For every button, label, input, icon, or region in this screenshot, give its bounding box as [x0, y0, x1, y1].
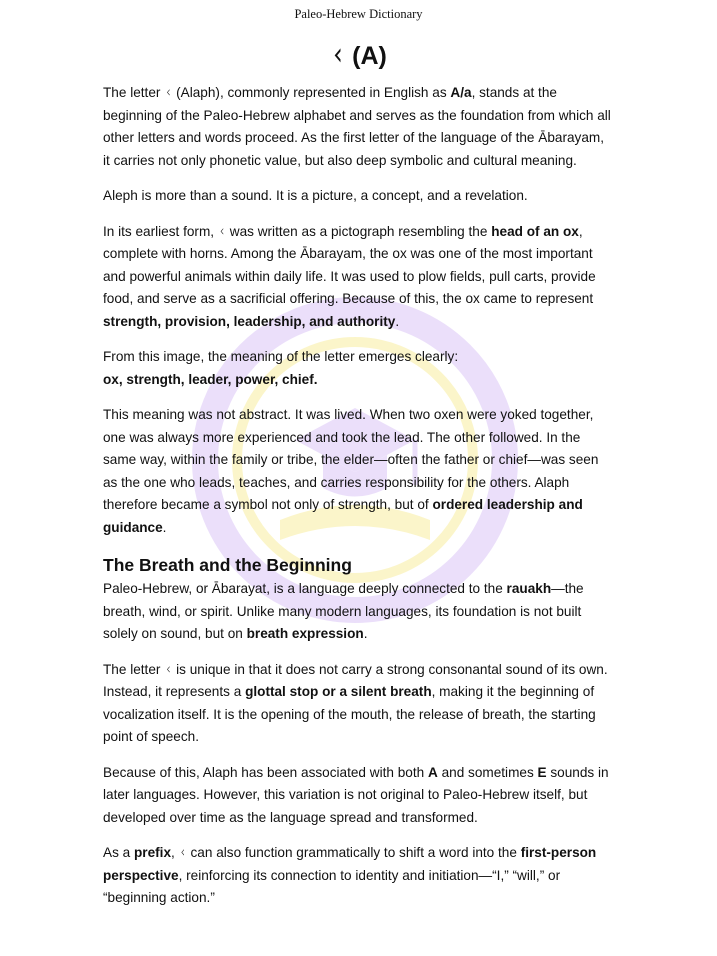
bold-text: E — [537, 764, 547, 780]
text-run: . — [162, 519, 167, 535]
text-run: , complete with horns. Among the Ābarayam, the ox was one of the most important and powerful animals within daily life. It was used to plow fields, pull carts, provide food, and serve as a sacrificial offering. Because of this, the ox came to represent — [103, 223, 596, 306]
bold-text: first-person perspective — [103, 845, 597, 883]
paragraph — [103, 185, 613, 208]
text-run: The letter ᚲ is unique in that it does not carry a strong consonantal sound of its own. Instead, it represents a — [103, 661, 608, 699]
text-run: Paleo-Hebrew, or Ābarayat, is a language deeply connected to the — [103, 581, 507, 596]
text-run: . — [363, 626, 368, 641]
bold-text: strength, provision, leadership, and authority — [103, 313, 396, 329]
document-body — [103, 82, 613, 923]
section-heading: The Breath and the Beginning — [103, 555, 352, 575]
paragraph — [103, 221, 613, 334]
paragraph — [103, 404, 613, 539]
text-run: , stands at the beginning of the Paleo-Hebrew alphabet and serves as the foundation from which all other letters and words proceed. As the first letter of the language of the Ābarayam, it carries not only phonetic value, but also deep symbolic and cultural meaning. — [103, 85, 611, 168]
bold-text: ox, strength, leader, power, chief. — [103, 371, 318, 387]
paragraph — [103, 346, 613, 391]
text-run: In its earliest form, ᚲ was written as a pictograph resembling the — [103, 223, 492, 239]
running-header: Paleo-Hebrew Dictionary — [294, 7, 423, 21]
paragraph — [103, 659, 613, 749]
bold-text: A/a — [450, 85, 472, 100]
bold-text: ordered leadership and guidance — [103, 497, 583, 535]
bold-text: A — [427, 764, 438, 780]
text-run: Aleph is more than a sound. It is a picture, a concept, and a revelation. — [103, 188, 528, 203]
text-run: , making it the beginning of vocalization itself. It is the opening of the mouth, the release of breath, the starting point of speech. — [103, 684, 596, 744]
text-run: sounds in later languages. However, this variation is not original to Paleo-Hebrew itself, but developed over time as the language spread and transformed. — [103, 764, 609, 825]
text-run: From this image, the meaning of the letter emerges clearly: — [103, 349, 459, 364]
bold-text: glottal stop or a silent breath — [245, 684, 432, 699]
page-title: ᚲ (A) — [330, 42, 387, 70]
paragraph — [103, 578, 613, 646]
paragraph — [103, 82, 613, 172]
section-paragraphs — [103, 578, 613, 910]
bold-text: head of an ox — [491, 223, 579, 239]
text-run: , reinforcing its connection to identity and initiation—“I,” “will,” or “beginning action.” — [103, 867, 561, 905]
text-run: . — [395, 313, 400, 329]
text-run: The letter ᚲ (Alaph), commonly represented in English as — [103, 85, 451, 100]
text-run: This meaning was not abstract. It was lived. When two oxen were yoked together, one was always more experienced and took the lead. The other followed. In the same way, within the family or tribe, the elder—often the father or chief—was seen as the one who leads, teaches, and carries responsibility for the others. Alaph therefore became a symbol not only of strength, but of — [103, 407, 599, 512]
paragraph — [103, 762, 613, 830]
paragraph — [103, 842, 613, 910]
text-run: and sometimes — [437, 764, 538, 780]
text-run: —the breath, wind, or spirit. Unlike many modern languages, its foundation is not built solely on sound, but on — [103, 581, 584, 641]
bold-text: breath expression — [246, 626, 364, 641]
bold-text: rauakh — [506, 581, 552, 596]
intro-paragraphs — [103, 82, 613, 539]
text-run: Because of this, Alaph has been associated with both — [103, 764, 428, 780]
text-run: As a — [103, 845, 134, 860]
text-run: , ᚲ can also function grammatically to shift a word into the — [171, 845, 521, 860]
bold-text: prefix — [133, 845, 172, 860]
